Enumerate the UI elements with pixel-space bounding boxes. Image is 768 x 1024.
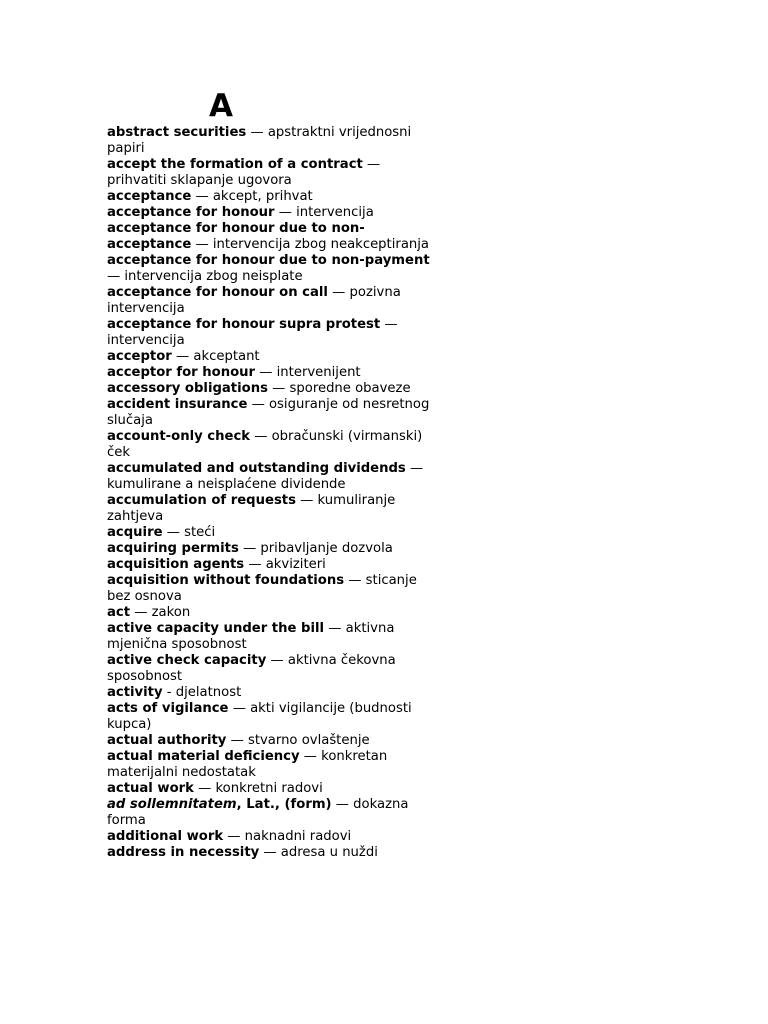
entry-translation: — intervencija [274, 205, 374, 220]
entry-term: active capacity under the bill [107, 621, 325, 636]
entry-translation: — stvarno ovlaštenje [226, 733, 370, 748]
entry-term: acts of vigilance [107, 701, 229, 716]
glossary-entry [107, 205, 437, 221]
glossary-entry [107, 685, 437, 701]
entry-term: acquisition without foundations [107, 573, 345, 588]
glossary-entry [107, 797, 437, 829]
glossary-entry [107, 525, 437, 541]
entry-term: accessory obligations [107, 381, 268, 396]
entry-term: acquiring permits [107, 541, 239, 556]
entry-translation: — akviziteri [244, 557, 326, 572]
entry-term: acceptor for honour [107, 365, 256, 380]
glossary-entry [107, 317, 437, 349]
entry-term: actual material deficiency [107, 749, 300, 764]
glossary-entry [107, 541, 437, 557]
entry-term: actual authority [107, 733, 227, 748]
entry-term: activity [107, 685, 163, 700]
glossary-entry [107, 349, 437, 365]
glossary-entry [107, 605, 437, 621]
entry-term: accident insurance [107, 397, 248, 412]
glossary-entry [107, 845, 437, 861]
entry-translation: — aktivna mjenična sposobnost [107, 621, 395, 652]
entry-term: acceptance for honour on call [107, 285, 328, 300]
entry-term: accept the formation of a contract [107, 157, 363, 172]
entry-translation: — sporedne obaveze [267, 381, 411, 396]
glossary-entry [107, 429, 437, 461]
entry-translation: — pozivna intervencija [107, 285, 401, 316]
glossary-entry [107, 125, 437, 157]
entry-translation: — konkretni radovi [193, 781, 323, 796]
entry-translation: — aktivna čekovna sposobnost [107, 653, 396, 684]
glossary-entry [107, 493, 437, 525]
entry-term-latin: ad sollemnitatem [107, 797, 237, 812]
entry-translation: — akcept, prihvat [191, 189, 313, 204]
entry-term: address in necessity [107, 845, 260, 860]
entry-translation: — naknadni radovi [223, 829, 352, 844]
entry-translation: — kumuliranje zahtjeva [107, 493, 396, 524]
glossary-entry [107, 365, 437, 381]
entry-translation: — intervenijent [255, 365, 361, 380]
section-letter: A [209, 88, 233, 124]
entry-translation: — akceptant [171, 349, 260, 364]
entry-term: acceptance [107, 189, 192, 204]
entry-term: acquisition agents [107, 557, 245, 572]
entry-term: acceptance for honour [107, 205, 275, 220]
entry-term: acquire [107, 525, 163, 540]
glossary-entry [107, 557, 437, 573]
entry-translation: — akti vigilancije (budnosti kupca) [107, 701, 412, 732]
entry-term: acceptor [107, 349, 172, 364]
entry-translation: — obračunski (virmanski) ček [107, 429, 423, 460]
entry-term: actual work [107, 781, 194, 796]
glossary-list [107, 125, 437, 861]
glossary-entry [107, 701, 437, 733]
entry-term: acceptance for honour due to non-acceptance [107, 221, 365, 252]
entry-translation: — osiguranje od nesretnog slučaja [107, 397, 430, 428]
entry-term: , Lat., (form) [236, 797, 332, 812]
glossary-entry [107, 653, 437, 685]
glossary-entry [107, 621, 437, 653]
glossary-entry [107, 221, 437, 253]
glossary-entry [107, 381, 437, 397]
glossary-entry [107, 461, 437, 493]
glossary-entry [107, 829, 437, 845]
entry-translation: — intervencija zbog neisplate [107, 269, 303, 284]
entry-translation: — intervencija [107, 317, 398, 348]
entry-translation: — pribavljanje dozvola [238, 541, 393, 556]
entry-term: acceptance for honour supra protest [107, 317, 381, 332]
entry-translation: — steći [162, 525, 216, 540]
entry-translation: — adresa u nuždi [259, 845, 378, 860]
glossary-entry [107, 189, 437, 205]
entry-translation: — konkretan materijalni nedostatak [107, 749, 388, 780]
entry-term: abstract securities [107, 125, 247, 140]
glossary-entry [107, 157, 437, 189]
entry-term: additional work [107, 829, 224, 844]
entry-translation: — apstraktni vrijednosni papiri [107, 125, 412, 156]
glossary-entry [107, 573, 437, 605]
entry-term: account-only check [107, 429, 251, 444]
entry-translation: — dokazna forma [107, 797, 409, 828]
entry-translation: — sticanje bez osnova [107, 573, 417, 604]
entry-term: accumulation of requests [107, 493, 296, 508]
glossary-entry [107, 733, 437, 749]
entry-translation: — intervencija zbog neakceptiranja [191, 237, 429, 252]
entry-translation: — prihvatiti sklapanje ugovora [107, 157, 381, 188]
entry-term: acceptance for honour due to non-payment [107, 253, 430, 268]
glossary-entry [107, 749, 437, 781]
entry-term: active check capacity [107, 653, 267, 668]
entry-term: accumulated and outstanding dividends [107, 461, 406, 476]
glossary-entry [107, 285, 437, 317]
glossary-entry [107, 397, 437, 429]
entry-term: act [107, 605, 131, 620]
glossary-entry [107, 253, 437, 285]
entry-translation: — kumulirane a neisplaćene dividende [107, 461, 424, 492]
glossary-entry [107, 781, 437, 797]
entry-translation: — zakon [130, 605, 191, 620]
entry-translation: - djelatnost [162, 685, 242, 700]
